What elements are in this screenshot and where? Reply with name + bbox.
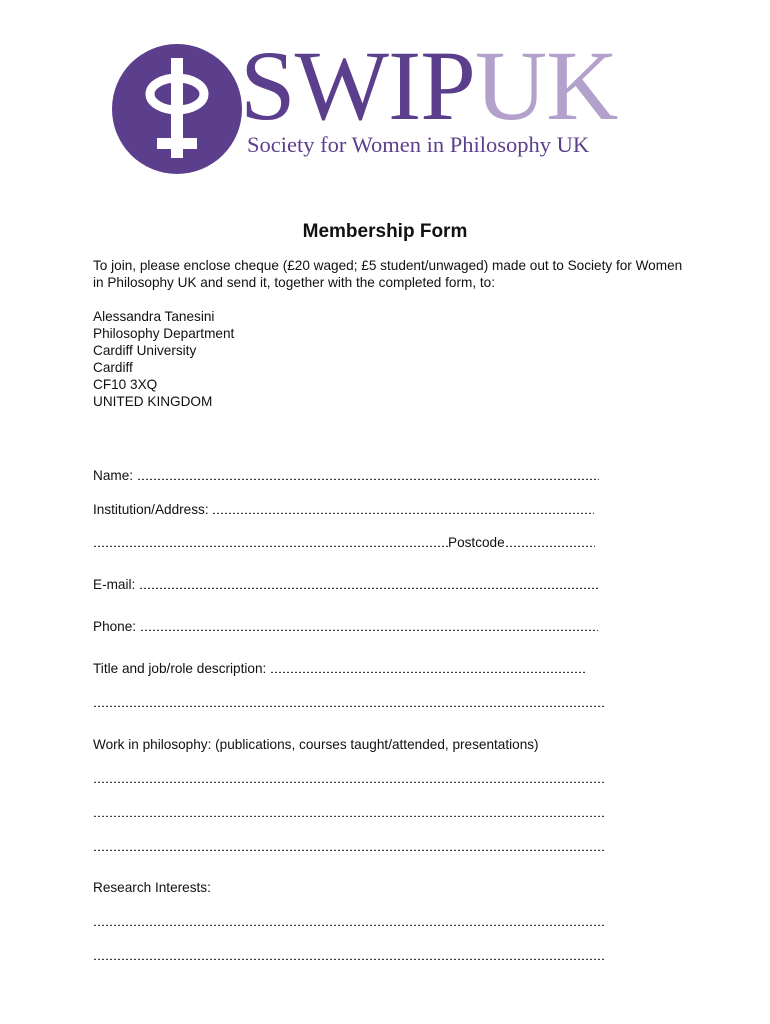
work-input-line[interactable] — [93, 841, 605, 851]
work-input-line[interactable] — [93, 807, 605, 817]
address-line: Alessandra Tanesini — [93, 309, 215, 324]
phone-field[interactable] — [93, 618, 608, 635]
work-line-field[interactable] — [93, 838, 608, 855]
title-job-continuation-line[interactable] — [93, 697, 605, 707]
address-line: CF10 3XQ — [93, 377, 158, 392]
title-job-continuation-field[interactable] — [93, 694, 608, 711]
email-label: E-mail: — [93, 577, 136, 592]
research-field-heading — [93, 879, 608, 896]
mailing-address — [93, 308, 234, 410]
name-field[interactable] — [93, 467, 608, 484]
address-line: UNITED KINGDOM — [93, 394, 213, 409]
institution-input-line[interactable] — [212, 504, 594, 514]
research-label: Research Interests: — [93, 880, 211, 895]
research-input-line[interactable] — [93, 950, 605, 960]
address-line: Philosophy Department — [93, 326, 235, 341]
address-postcode-field[interactable] — [93, 534, 608, 551]
research-line-field[interactable] — [93, 947, 608, 964]
name-label: Name: — [93, 468, 134, 483]
address-line: Cardiff — [93, 360, 133, 375]
page-title: Membership Form — [302, 221, 468, 242]
work-field-heading — [93, 736, 608, 753]
name-input-line[interactable] — [137, 470, 599, 480]
phone-input-line[interactable] — [140, 621, 598, 631]
title-job-label: Title and job/role description: — [93, 661, 267, 676]
logo-tagline: Society for Women in Philosophy UK — [247, 132, 590, 157]
work-line-field[interactable] — [93, 770, 608, 787]
work-label: Work in philosophy: (publications, courses taught/attended, presentations) — [93, 737, 539, 752]
work-input-line[interactable] — [93, 773, 605, 783]
title-job-input-line[interactable] — [270, 663, 586, 673]
title-job-field[interactable] — [93, 660, 608, 677]
logo-wordmark-uk: UK — [474, 30, 618, 141]
institution-label: Institution/Address: — [93, 502, 209, 517]
postcode-label: Postcode — [448, 535, 505, 550]
institution-field[interactable] — [93, 501, 608, 518]
address-input-line[interactable] — [93, 537, 448, 547]
address-line: Cardiff University — [93, 343, 197, 358]
postcode-input-line[interactable] — [505, 537, 595, 547]
email-field[interactable] — [93, 576, 608, 593]
logo-wordmark-swip: SWIP — [240, 30, 475, 141]
research-line-field[interactable] — [93, 913, 608, 930]
work-line-field[interactable] — [93, 804, 608, 821]
phone-label: Phone: — [93, 619, 137, 634]
email-input-line[interactable] — [139, 579, 599, 589]
intro-paragraph: To join, please enclose cheque (£20 waged; £5 student/unwaged) made out to Society for Women in Philosophy UK and send it, together with the completed form, to: — [93, 258, 683, 290]
logo-wordmark — [240, 30, 618, 141]
research-input-line[interactable] — [93, 916, 605, 926]
swip-uk-logo — [112, 30, 632, 174]
phi-venus-icon — [112, 44, 242, 174]
